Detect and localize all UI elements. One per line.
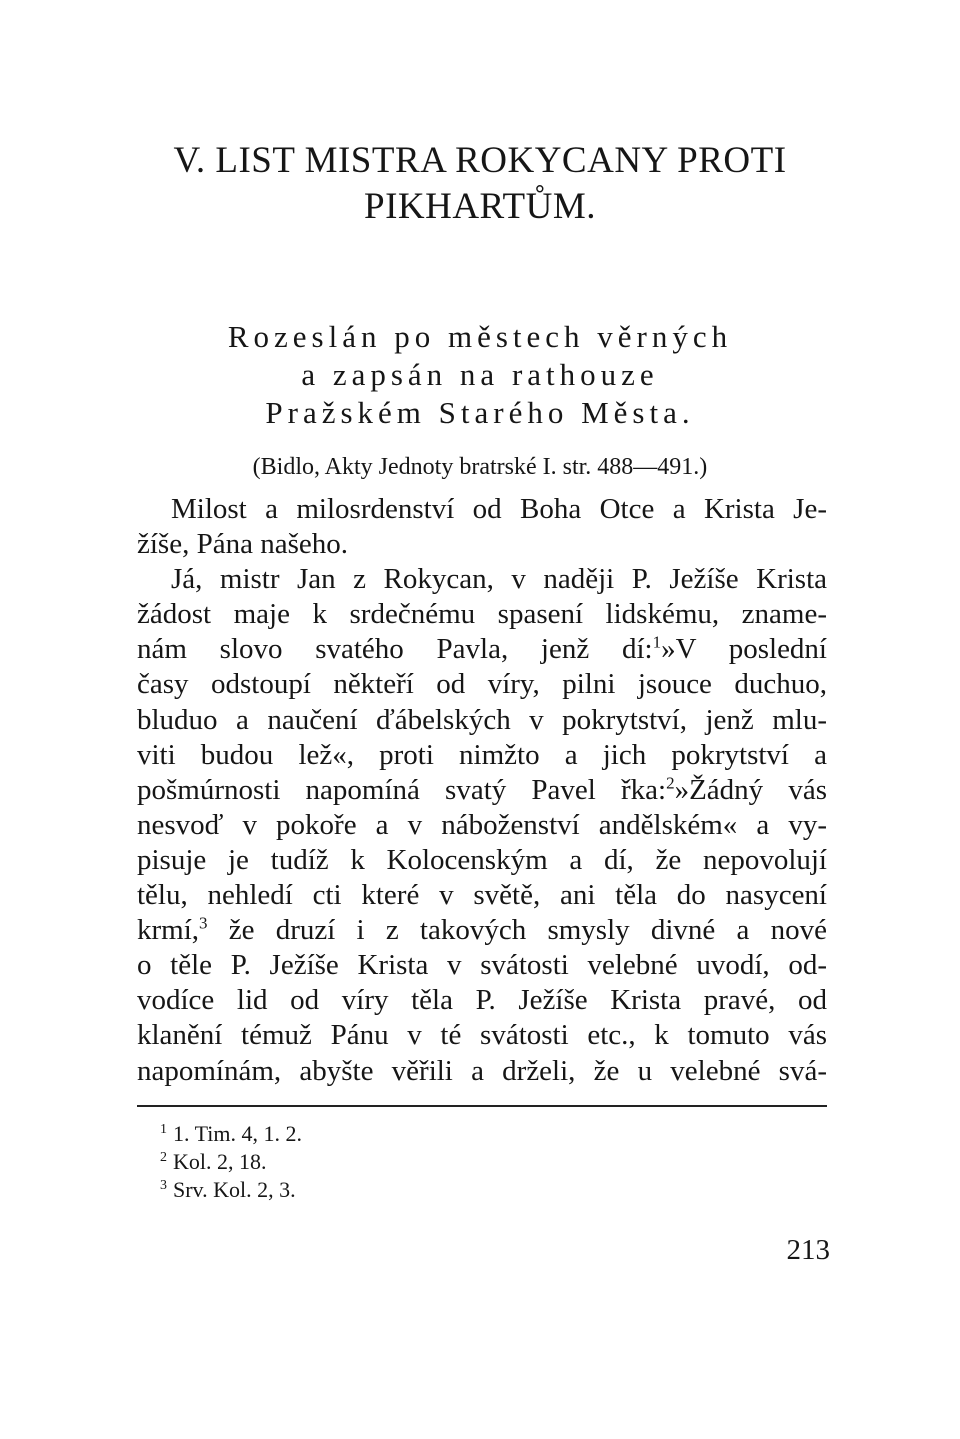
body-line-part: »Žádný vás — [674, 773, 827, 806]
body-line: vodíce lid od víry těla P. Ježíše Krista pravé, od — [137, 984, 827, 1017]
body-line: o těle P. Ježíše Krista v svátosti velebné uvodí, od- — [137, 949, 827, 982]
body-line-part: že druzí i z takových smysly divné a nové — [207, 914, 827, 947]
body-line: klanění témuž Pánu v té svátosti etc., k tomuto vás — [137, 1019, 827, 1052]
subtitle-line-2: a zapsán na rathouze — [301, 357, 659, 392]
chapter-heading-line-2: PIKHARTŮM. — [364, 186, 596, 227]
body-text — [137, 492, 827, 1089]
body-line: tělu, nehledí cti které v světě, ani těla do nasycení — [137, 879, 827, 912]
subtitle-line-1: Rozeslán po městech věrných — [227, 319, 733, 354]
page-number: 213 — [786, 1234, 830, 1266]
footnote-divider — [137, 1105, 827, 1107]
body-line: nesvoď v pokoře a v náboženství andělském« a vy- — [137, 808, 827, 841]
body-line-part: krmí, — [137, 914, 200, 947]
footnote — [160, 1176, 302, 1204]
body-line: Já, mistr Jan z Rokycan, v naději P. Ježíše Krista — [171, 563, 827, 596]
body-line — [137, 913, 827, 948]
subtitle-line-3: Pražském Starého Města. — [265, 395, 695, 430]
body-line: žádost maje k srdečnému spasení lidskému, zname- — [137, 598, 827, 631]
footnote-number: 1 — [160, 1121, 167, 1137]
body-line — [137, 632, 827, 667]
body-line: viti budou lež«, proti nimžto a jich pokrytství a — [137, 738, 827, 771]
chapter-subtitle — [100, 318, 860, 432]
footnote — [160, 1148, 302, 1176]
footnote-number: 3 — [160, 1177, 167, 1193]
footnote-text: Srv. Kol. 2, 3. — [173, 1177, 296, 1202]
body-line: napomínám, abyšte věřili a drželi, že u velebné svá- — [137, 1054, 827, 1087]
body-line: pisuje je tudíž k Kolocenským a dí, že nepovolují — [137, 843, 827, 876]
chapter-heading — [100, 138, 860, 230]
chapter-heading-line-1: V. LIST MISTRA ROKYCANY PROTI — [173, 140, 787, 181]
body-line: žíše, Pána našeho. — [137, 528, 348, 561]
body-line-part: pošmúrnosti napomíná svatý Pavel řka: — [137, 773, 667, 806]
footnote — [160, 1120, 302, 1148]
body-line: bluduo a naučení ďábelských v pokrytství, jenž mlu- — [137, 703, 827, 736]
footnotes — [160, 1120, 302, 1204]
footnote-mark: 3 — [199, 913, 208, 933]
body-line: časy odstoupí někteří od víry, pilni jsouce duchuo, — [137, 668, 827, 701]
footnote-mark: 1 — [652, 632, 662, 652]
body-line — [137, 773, 827, 808]
body-line-part: »V poslední — [661, 633, 827, 666]
source-citation: (Bidlo, Akty Jednoty bratrské I. str. 488—491.) — [252, 454, 708, 480]
footnote-text: 1. Tim. 4, 1. 2. — [173, 1121, 302, 1146]
body-line-part: nám slovo svatého Pavla, jenž dí: — [137, 633, 653, 666]
footnote-number: 2 — [160, 1149, 167, 1165]
body-line: Milost a milosrdenství od Boha Otce a Krista Je- — [171, 493, 827, 525]
footnote-text: Kol. 2, 18. — [173, 1149, 267, 1174]
footnote-mark: 2 — [666, 773, 675, 793]
